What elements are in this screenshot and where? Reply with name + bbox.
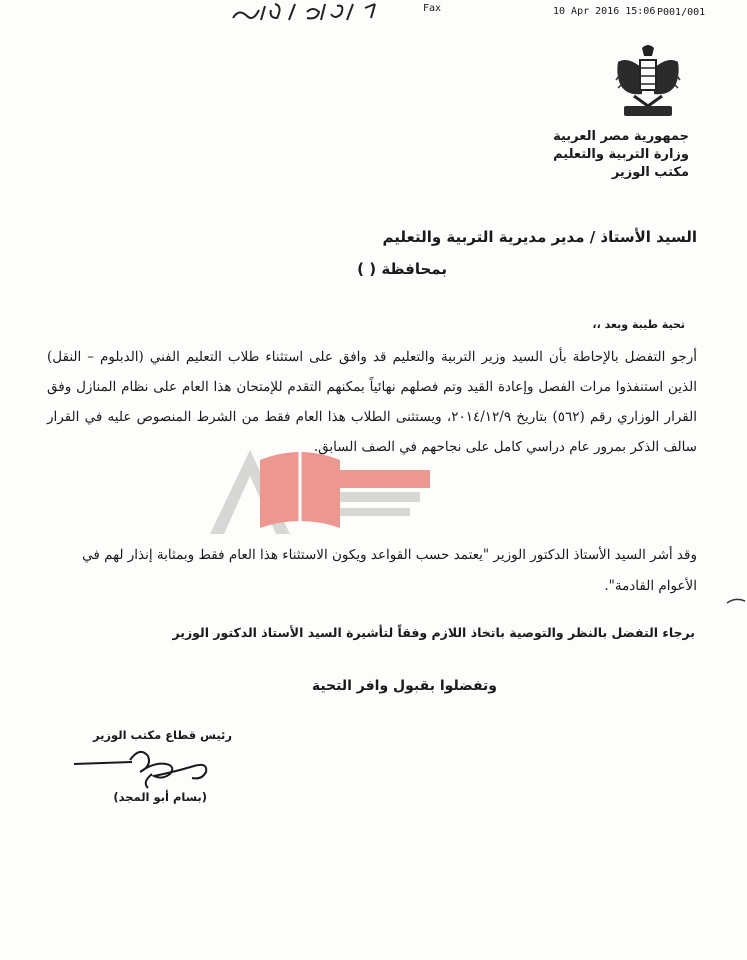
- letterhead-line: جمهورية مصر العربية: [553, 129, 689, 144]
- ministry-letterhead: [519, 128, 689, 182]
- fax-datetime: 10 Apr 2016 15:06: [553, 6, 656, 17]
- letterhead-line: مكتب الوزير: [611, 165, 689, 180]
- fax-label: Fax: [423, 3, 442, 14]
- greeting: تحية طيبة وبعد ،،: [592, 318, 685, 331]
- body-paragraph: أرجو التفضل بالإحاطة بأن السيد وزير التربية والتعليم قد وافق على استثناء طلاب التعليم الفني (الدبلوم – النقل) الذين استنفذوا مرات الفصل وإعادة القيد وتم فصلهم نهائياً بمكنهم التقدم للإمتحان هذا العام على نظام المنازل وفق القرار الوزاري رقم (٥٦٢) بتاريخ ٢٠١٤/١٢/٩، ويستثنى الطلاب هذا العام فقط من الشرط المنصوص عليه في القرار سالف الذكر بمرور عام دراسي كامل على نجاحهم في الصف السابق.: [47, 349, 697, 455]
- page-edge-mark: [725, 595, 747, 607]
- egypt-eagle-emblem-icon: [612, 42, 684, 122]
- addressee-line: السيد الأستاذ / مدير مديرية التربية والتعليم: [382, 228, 697, 246]
- fax-page-ref: P001/001: [657, 7, 706, 18]
- request-line: برجاء التفضل بالنظر والتوصية باتخاذ اللازم وفقاً لتأشيرة السيد الأستاذ الدكتور الوزير: [172, 625, 695, 640]
- handwritten-reference-mark: [225, 0, 395, 24]
- handwritten-signature-icon: [72, 740, 212, 790]
- signatory-title: رئيس قطاع مكتب الوزير: [92, 728, 232, 742]
- letterhead-line: وزارة التربية والتعليم: [553, 147, 689, 162]
- governorate-line: بمحافظة ( ): [357, 260, 447, 278]
- minister-annotation-paragraph: وقد أشر السيد الأستاذ الدكتور الوزير "يعتمد حسب القواعد ويكون الاستثناء هذا العام فقط وبمثابة إنذار لهم في الأعوام القادمة".: [82, 547, 697, 594]
- signatory-name: (بسام أبو المجد): [113, 790, 207, 804]
- fax-header: [0, 0, 747, 26]
- closing-line: وتفضلوا بقبول وافر التحية: [311, 678, 497, 694]
